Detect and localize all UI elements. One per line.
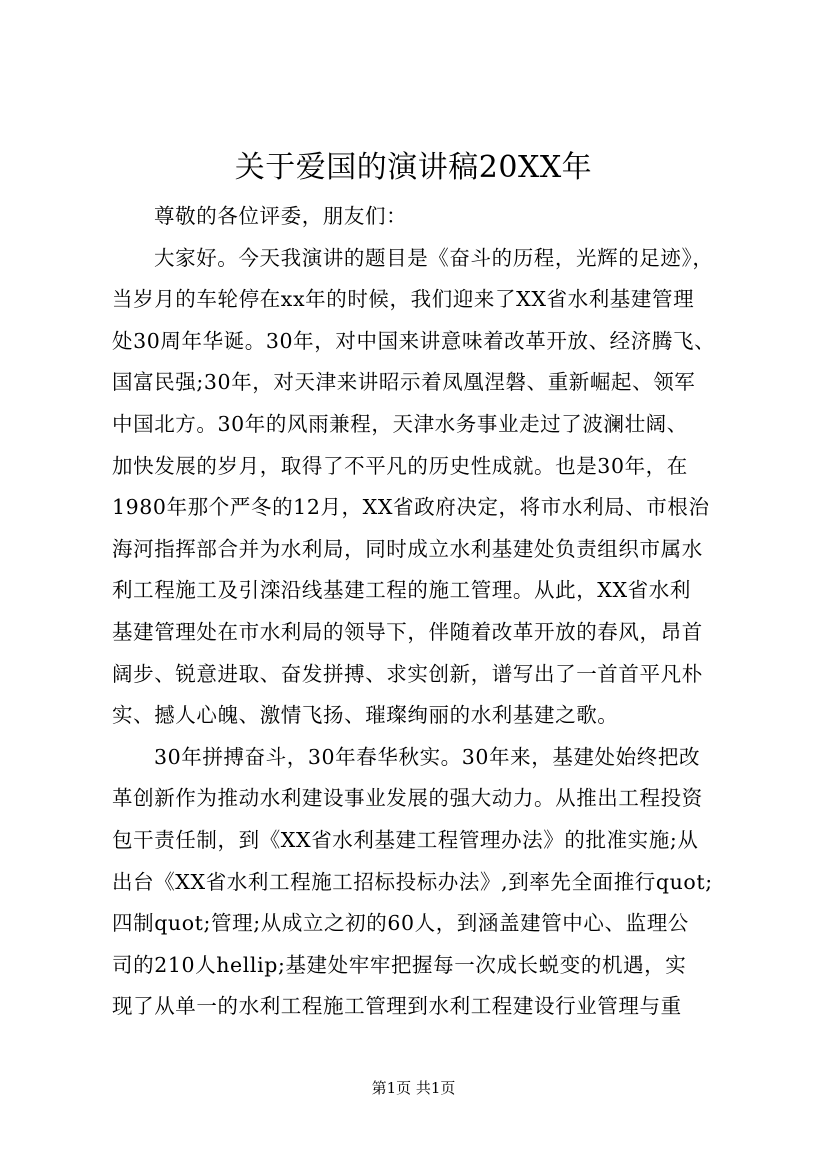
paragraph-line: 1980年那个严冬的12月，XX省政府决定，将市水利局、市根治 bbox=[112, 495, 710, 520]
paragraph-line: 30年拼搏奋斗，30年春华秋实。30年来，基建处始终把改 bbox=[154, 744, 701, 769]
document-title: 关于爱国的演讲稿20XX年 bbox=[234, 150, 593, 185]
paragraph-line: 海河指挥部合并为水利局，同时成立水利基建处负责组织市属水 bbox=[112, 536, 703, 561]
paragraph-line: 四制quot;管理;从成立之初的60人，到涵盖建管中心、监理公 bbox=[112, 911, 689, 936]
paragraph-line: 司的210人hellip;基建处牢牢把握每一次成长蜕变的机遇，实 bbox=[112, 952, 687, 977]
paragraph-line: 大家好。今天我演讲的题目是《奋斗的历程，光辉的足迹》， bbox=[154, 245, 714, 270]
paragraph-line: 包干责任制，到《XX省水利基建工程管理办法》的批准实施;从 bbox=[112, 827, 699, 852]
paragraph-line: 现了从单一的水利工程施工管理到水利工程建设行业管理与重 bbox=[112, 994, 682, 1019]
paragraph-line: 出台《XX省水利工程施工招标投标办法》,到率先全面推行quot; bbox=[112, 869, 713, 894]
paragraph-line: 阔步、锐意进取、奋发拼搏、求实创新，谱写出了一首首平凡朴 bbox=[112, 661, 703, 686]
page-number-label: 第1页 共1页 bbox=[371, 1079, 456, 1097]
paragraph-line: 实、撼人心魄、激情飞扬、璀璨绚丽的水利基建之歌。 bbox=[112, 703, 619, 728]
paragraph-line: 加快发展的岁月，取得了不平凡的历史性成就。也是30年，在 bbox=[112, 453, 688, 478]
paragraph-line: 中国北方。30年的风雨兼程，天津水务事业走过了波澜壮阔、 bbox=[112, 411, 688, 436]
paragraph-line: 当岁月的车轮停在xx年的时候，我们迎来了XX省水利基建管理 bbox=[112, 287, 695, 312]
paragraph-line: 国富民强;30年，对天津来讲昭示着凤凰涅磐、重新崛起、领军 bbox=[112, 370, 696, 395]
paragraph-line: 基建管理处在市水利局的领导下，伴随着改革开放的春风，昂首 bbox=[112, 619, 703, 644]
document-body bbox=[112, 196, 742, 1028]
page-footer bbox=[0, 1078, 827, 1098]
salutation-line: 尊敬的各位评委，朋友们： bbox=[154, 204, 408, 228]
paragraph-line: 利工程施工及引滦沿线基建工程的施工管理。从此，XX省水利 bbox=[112, 578, 691, 603]
paragraph-line: 革创新作为推动水利建设事业发展的强大动力。从推出工程投资 bbox=[112, 786, 703, 811]
paragraph-line: 处30周年华诞。30年，对中国来讲意味着改革开放、经济腾飞、 bbox=[112, 328, 716, 353]
